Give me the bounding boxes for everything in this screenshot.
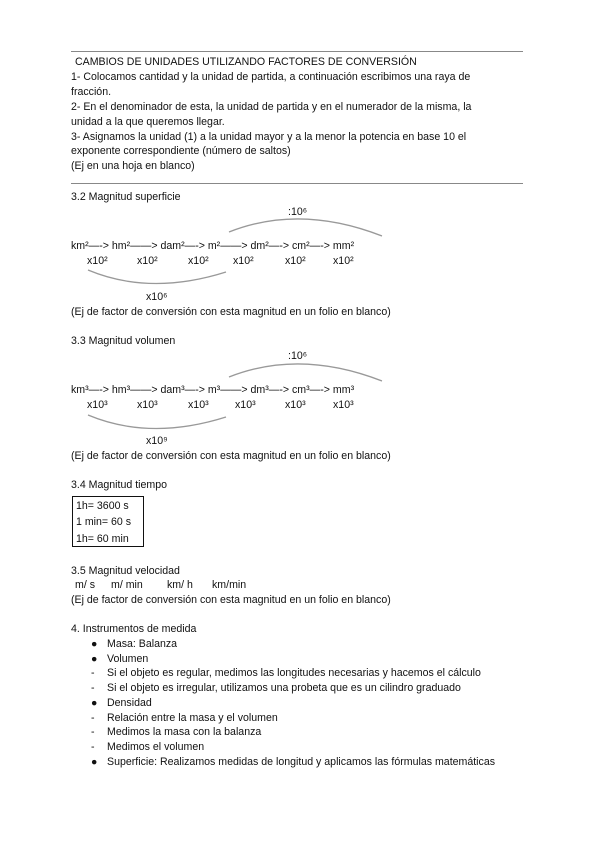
list-item (91, 681, 461, 695)
volumen-note: (Ej de factor de conversión con esta magnitud en un folio en blanco) (71, 450, 391, 462)
bullet-marker: ● (91, 638, 98, 650)
volumen-bottom-arc (88, 415, 226, 429)
superficie-top-arc (229, 219, 382, 236)
bullet-marker: ● (91, 697, 98, 709)
list-item (91, 666, 481, 680)
intro-line: fracción. (71, 86, 112, 98)
velocidad-unit: km/min (212, 579, 247, 591)
intro-line: 3- Asignamos la unidad (1) a la unidad mayor y a la menor la potencia en base 10 el (71, 131, 467, 143)
intro-line: unidad a la que queremos llegar. (71, 116, 225, 128)
intro-line: 1- Colocamos cantidad y la unidad de partida, a continuación escribimos una raya de (71, 71, 471, 83)
superficie-heading: 3.2 Magnitud superficie (71, 191, 181, 203)
superficie-factor: x10² (285, 255, 306, 267)
superficie-note: (Ej de factor de conversión con esta magnitud en un folio en blanco) (71, 306, 391, 318)
velocidad-note: (Ej de factor de conversión con esta magnitud en un folio en blanco) (71, 594, 391, 606)
volumen-factor: x10³ (285, 399, 306, 411)
list-item-text: Masa: Balanza (107, 638, 178, 650)
dash-marker: - (91, 712, 95, 724)
superficie-bottom-arc (88, 270, 226, 284)
list-item-text: Si el objeto es regular, medimos las longitudes necesarias y hacemos el cálculo (107, 667, 481, 679)
volumen-top-arc (229, 364, 382, 381)
list-item-text: Medimos el volumen (107, 741, 205, 753)
volumen-factor: x10³ (235, 399, 256, 411)
list-item-text: Superficie: Realizamos medidas de longitud y aplicamos las fórmulas matemáticas (107, 756, 496, 768)
intro-line: 2- En el denominador de esta, la unidad de partida y en el numerador de la misma, la (71, 101, 472, 113)
velocidad-heading: 3.5 Magnitud velocidad (71, 565, 180, 577)
list-item-text: Densidad (107, 697, 152, 709)
intro-line: (Ej en una hoja en blanco) (71, 160, 195, 172)
superficie-factor: x10² (87, 255, 108, 267)
tiempo-equivalence: 1h= 3600 s (76, 500, 129, 512)
superficie-factor: x10² (188, 255, 209, 267)
intro-title: CAMBIOS DE UNIDADES UTILIZANDO FACTORES DE CONVERSIÓN (75, 56, 417, 68)
list-item (91, 725, 261, 739)
dash-marker: - (91, 726, 95, 738)
volumen-top-arc-label: :10⁶ (288, 350, 308, 362)
volumen-factor: x10³ (137, 399, 158, 411)
list-item-text: Relación entre la masa y el volumen (107, 712, 278, 724)
volumen-factor: x10³ (87, 399, 108, 411)
superficie-factor: x10² (333, 255, 354, 267)
superficie-bottom-arc-label: x10⁶ (146, 291, 168, 303)
tiempo-equivalence: 1h= 60 min (76, 532, 129, 545)
superficie-unit-chain: km²—-> hm²——> dam²—-> m²——> dm²—-> cm²—-> mm² (71, 240, 355, 252)
velocidad-unit: m/ s (75, 579, 96, 591)
intro-line: exponente correspondiente (número de saltos) (71, 145, 291, 157)
velocidad-unit: m/ min (111, 579, 143, 591)
tiempo-heading: 3.4 Magnitud tiempo (71, 479, 167, 491)
list-item (91, 696, 152, 710)
volumen-bottom-arc-label: x10⁹ (146, 435, 168, 447)
dash-marker: - (91, 667, 95, 679)
dash-marker: - (91, 682, 95, 694)
tiempo-equivalence: 1 min= 60 s (76, 516, 132, 529)
velocidad-unit: km/ h (167, 579, 193, 591)
superficie-factor: x10² (137, 255, 158, 267)
list-item-text: Medimos la masa con la balanza (107, 726, 262, 738)
volumen-factor: x10³ (188, 399, 209, 411)
dash-marker: - (91, 741, 95, 753)
volumen-heading: 3.3 Magnitud volumen (71, 335, 176, 347)
instrumentos-heading: 4. Instrumentos de medida (71, 623, 197, 635)
superficie-factor: x10² (233, 255, 254, 267)
volumen-unit-chain: km³—-> hm³——> dam³—-> m³——> dm³—-> cm³—-> mm³ (71, 384, 355, 396)
list-item-text: Si el objeto es irregular, utilizamos una probeta que es un cilindro graduado (107, 682, 461, 694)
list-item-text: Volumen (107, 653, 149, 665)
superficie-top-arc-label: :10⁶ (288, 206, 308, 218)
tiempo-equivalences-box (72, 496, 144, 547)
bullet-marker: ● (91, 756, 98, 768)
bullet-marker: ● (91, 653, 98, 665)
list-item (91, 637, 177, 651)
list-item (91, 652, 148, 666)
list-item (91, 740, 204, 754)
list-item (91, 711, 278, 725)
list-item (91, 755, 495, 769)
volumen-factor: x10³ (333, 399, 354, 411)
